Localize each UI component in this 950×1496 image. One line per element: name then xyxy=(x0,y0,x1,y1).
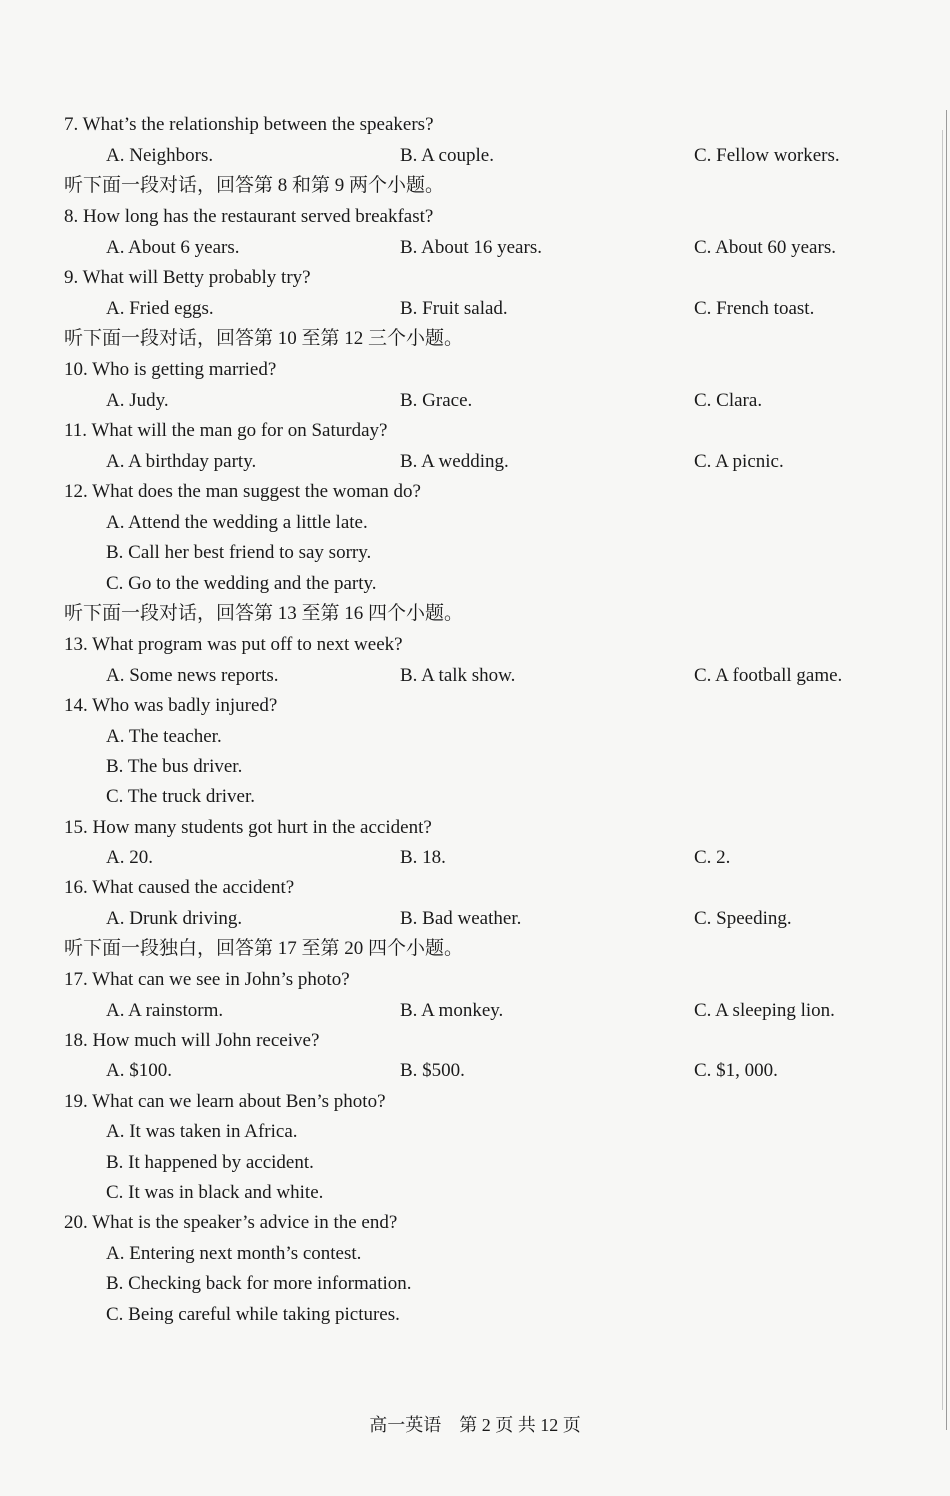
option-b: B. The bus driver. xyxy=(106,756,243,777)
option-a: A. $100. xyxy=(106,1060,172,1081)
option-a: A. A rainstorm. xyxy=(106,1000,224,1021)
option-c: C. A picnic. xyxy=(694,451,784,472)
option-b: B. $500. xyxy=(400,1060,465,1081)
question-stem: 13. What program was put off to next week? xyxy=(64,634,403,655)
page-edge-line xyxy=(946,110,947,1430)
option-a: A. A birthday party. xyxy=(106,451,257,472)
option-a: A. Fried eggs. xyxy=(106,298,214,319)
option-c: C. Go to the wedding and the party. xyxy=(106,573,377,594)
page-footer: 高一英语 第 2 页 共 12 页 xyxy=(369,1415,581,1435)
option-a: A. 20. xyxy=(106,847,153,868)
option-b: B. A couple. xyxy=(400,145,494,166)
option-c: C. It was in black and white. xyxy=(106,1182,324,1203)
question-stem: 10. Who is getting married? xyxy=(64,359,277,380)
option-c: C. A football game. xyxy=(694,665,843,686)
option-c: C. Clara. xyxy=(694,390,763,411)
option-a: A. The teacher. xyxy=(106,726,222,747)
option-c: C. Being careful while taking pictures. xyxy=(106,1304,400,1325)
question-stem: 19. What can we learn about Ben’s photo? xyxy=(64,1091,386,1112)
option-b: B. A monkey. xyxy=(400,1000,504,1021)
section-instruction: 听下面一段对话，回答第 13 至第 16 四个小题。 xyxy=(64,603,464,624)
question-stem: 12. What does the man suggest the woman do? xyxy=(64,481,421,502)
option-a: A. About 6 years. xyxy=(106,237,240,258)
option-b: B. A wedding. xyxy=(400,451,509,472)
section-instruction: 听下面一段对话，回答第 10 至第 12 三个小题。 xyxy=(64,328,464,349)
option-b: B. Fruit salad. xyxy=(400,298,508,319)
section-instruction: 听下面一段独白，回答第 17 至第 20 四个小题。 xyxy=(64,938,464,959)
option-c: C. French toast. xyxy=(694,298,815,319)
option-b: B. It happened by accident. xyxy=(106,1152,314,1173)
option-b: B. Grace. xyxy=(400,390,473,411)
option-a: A. Neighbors. xyxy=(106,145,214,166)
question-stem: 14. Who was badly injured? xyxy=(64,695,278,716)
option-c: C. A sleeping lion. xyxy=(694,1000,835,1021)
option-b: B. A talk show. xyxy=(400,665,516,686)
question-stem: 15. How many students got hurt in the accident? xyxy=(64,817,432,838)
option-a: A. Judy. xyxy=(106,390,169,411)
option-b: B. Call her best friend to say sorry. xyxy=(106,542,372,563)
option-a: A. Attend the wedding a little late. xyxy=(106,512,368,533)
question-stem: 16. What caused the accident? xyxy=(64,877,295,898)
question-stem: 20. What is the speaker’s advice in the end? xyxy=(64,1212,398,1233)
question-stem: 7. What’s the relationship between the speakers? xyxy=(64,114,434,135)
option-c: C. 2. xyxy=(694,847,731,868)
question-stem: 17. What can we see in John’s photo? xyxy=(64,969,350,990)
option-a: A. Some news reports. xyxy=(106,665,279,686)
option-c: C. About 60 years. xyxy=(694,237,836,258)
option-b: B. Checking back for more information. xyxy=(106,1273,412,1294)
option-c: C. Speeding. xyxy=(694,908,792,929)
option-a: A. Entering next month’s contest. xyxy=(106,1243,362,1264)
option-c: C. $1, 000. xyxy=(694,1060,778,1081)
option-b: B. Bad weather. xyxy=(400,908,522,929)
option-c: C. Fellow workers. xyxy=(694,145,840,166)
question-stem: 9. What will Betty probably try? xyxy=(64,267,311,288)
option-b: B. 18. xyxy=(400,847,446,868)
question-stem: 8. How long has the restaurant served breakfast? xyxy=(64,206,434,227)
option-b: B. About 16 years. xyxy=(400,237,542,258)
question-stem: 11. What will the man go for on Saturday? xyxy=(64,420,388,441)
page-edge-line-inner xyxy=(942,130,943,1410)
option-a: A. It was taken in Africa. xyxy=(106,1121,298,1142)
question-stem: 18. How much will John receive? xyxy=(64,1030,320,1051)
option-c: C. The truck driver. xyxy=(106,786,255,807)
section-instruction: 听下面一段对话，回答第 8 和第 9 两个小题。 xyxy=(64,175,445,196)
option-a: A. Drunk driving. xyxy=(106,908,243,929)
